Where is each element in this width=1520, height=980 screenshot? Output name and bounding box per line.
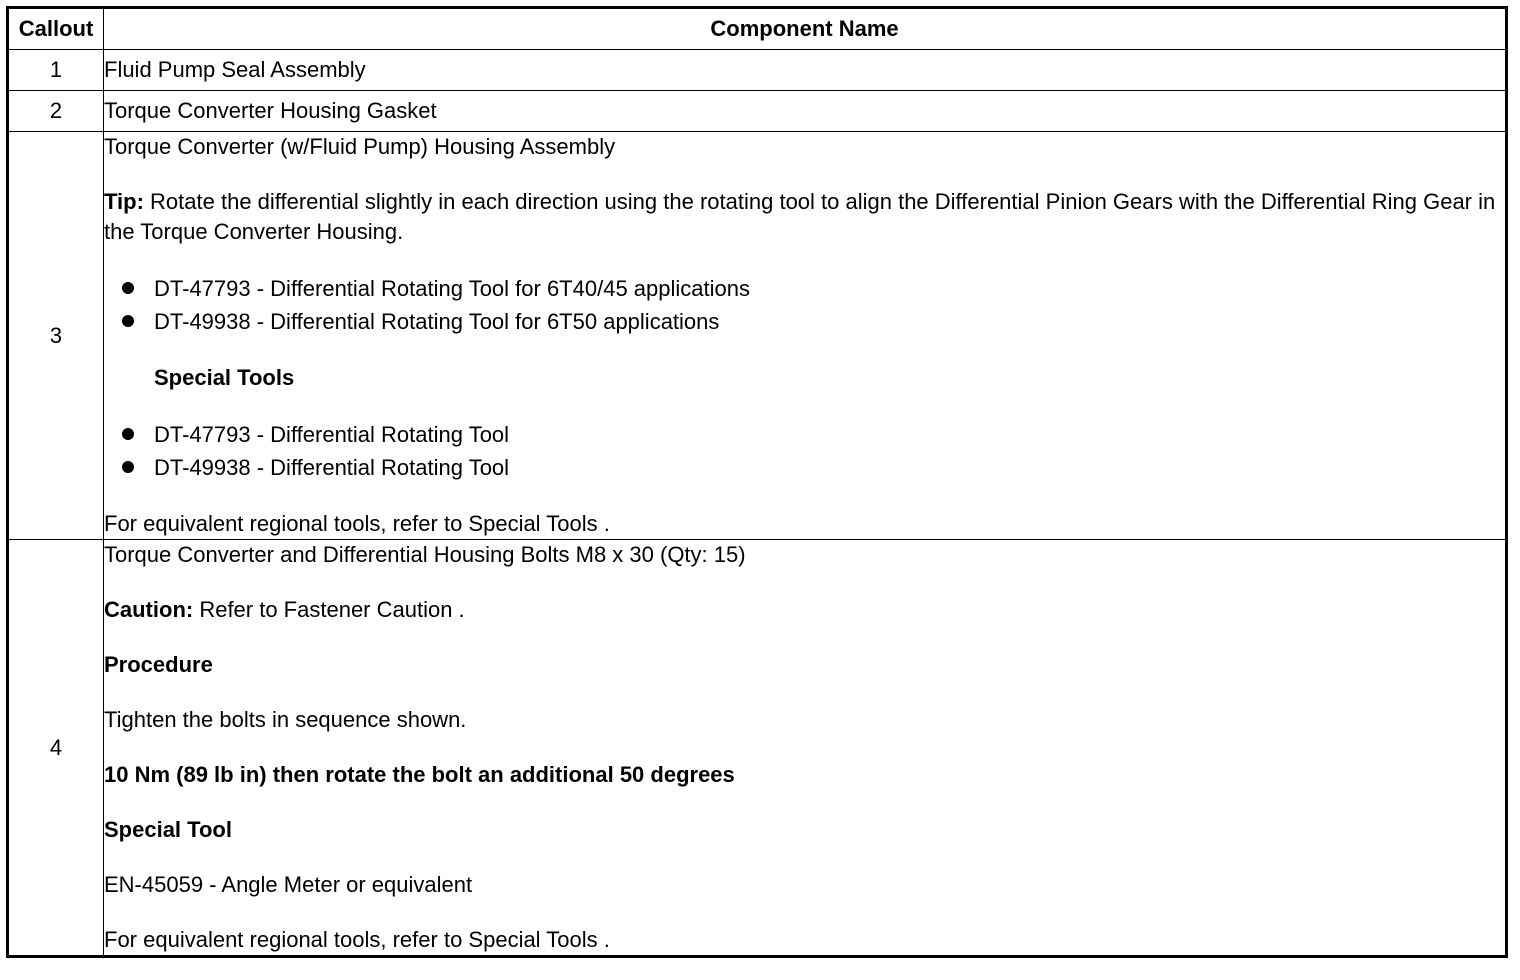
header-row	[8, 8, 1507, 50]
table-row	[8, 540, 1507, 957]
list-item	[154, 272, 1505, 305]
tool-text: DT-47793 - Differential Rotating Tool for 6T40/45 applications	[154, 276, 750, 301]
bullet-icon	[122, 315, 134, 327]
regional-tools-note: For equivalent regional tools, refer to Special Tools .	[104, 927, 610, 952]
callout-number: 4	[8, 540, 104, 957]
component-name-column-header: Component Name	[104, 8, 1507, 50]
special-tool-text: EN-45059 - Angle Meter or equivalent	[104, 872, 473, 897]
procedure-heading: Procedure	[104, 652, 213, 677]
regional-tools-note: For equivalent regional tools, refer to Special Tools .	[104, 511, 610, 536]
list-item	[154, 451, 1505, 484]
special-tools-heading: Special Tools	[154, 365, 295, 390]
tool-text: DT-49938 - Differential Rotating Tool for 6T50 applications	[154, 309, 720, 334]
torque-spec: 10 Nm (89 lb in) then rotate the bolt an additional 50 degrees	[104, 762, 735, 787]
component-detail-cell	[104, 540, 1507, 957]
callout-number: 3	[8, 132, 104, 540]
tool-text: DT-47793 - Differential Rotating Tool	[154, 422, 510, 447]
special-tool-list	[104, 418, 1505, 484]
caution-text: Refer to Fastener Caution .	[193, 597, 465, 622]
callout-column-header: Callout	[8, 8, 104, 50]
tool-text: DT-49938 - Differential Rotating Tool	[154, 455, 510, 480]
procedure-text: Tighten the bolts in sequence shown.	[104, 707, 467, 732]
tip-note	[104, 187, 1505, 247]
list-item	[154, 305, 1505, 338]
table-row	[8, 132, 1507, 540]
caution-note	[104, 595, 1505, 625]
component-name: Torque Converter (w/Fluid Pump) Housing Assembly	[104, 134, 616, 159]
table-row	[8, 50, 1507, 91]
caution-label: Caution:	[104, 597, 194, 622]
callout-table	[6, 6, 1508, 958]
bullet-icon	[122, 461, 134, 473]
application-tool-list	[104, 272, 1505, 338]
component-name: Fluid Pump Seal Assembly	[104, 50, 1507, 91]
callout-number: 2	[8, 91, 104, 132]
callout-number: 1	[8, 50, 104, 91]
table-row	[8, 91, 1507, 132]
component-name: Torque Converter and Differential Housing Bolts M8 x 30 (Qty: 15)	[104, 542, 746, 567]
special-tool-heading: Special Tool	[104, 817, 232, 842]
list-item	[154, 418, 1505, 451]
tip-text: Rotate the differential slightly in each direction using the rotating tool to align the Differential Pinion Gears with the Differential Ring Gear in the Torque Converter Housing.	[104, 189, 1496, 244]
bullet-icon	[122, 282, 134, 294]
component-detail-cell	[104, 132, 1507, 540]
component-name: Torque Converter Housing Gasket	[104, 91, 1507, 132]
bullet-icon	[122, 428, 134, 440]
tip-label: Tip:	[104, 189, 144, 214]
